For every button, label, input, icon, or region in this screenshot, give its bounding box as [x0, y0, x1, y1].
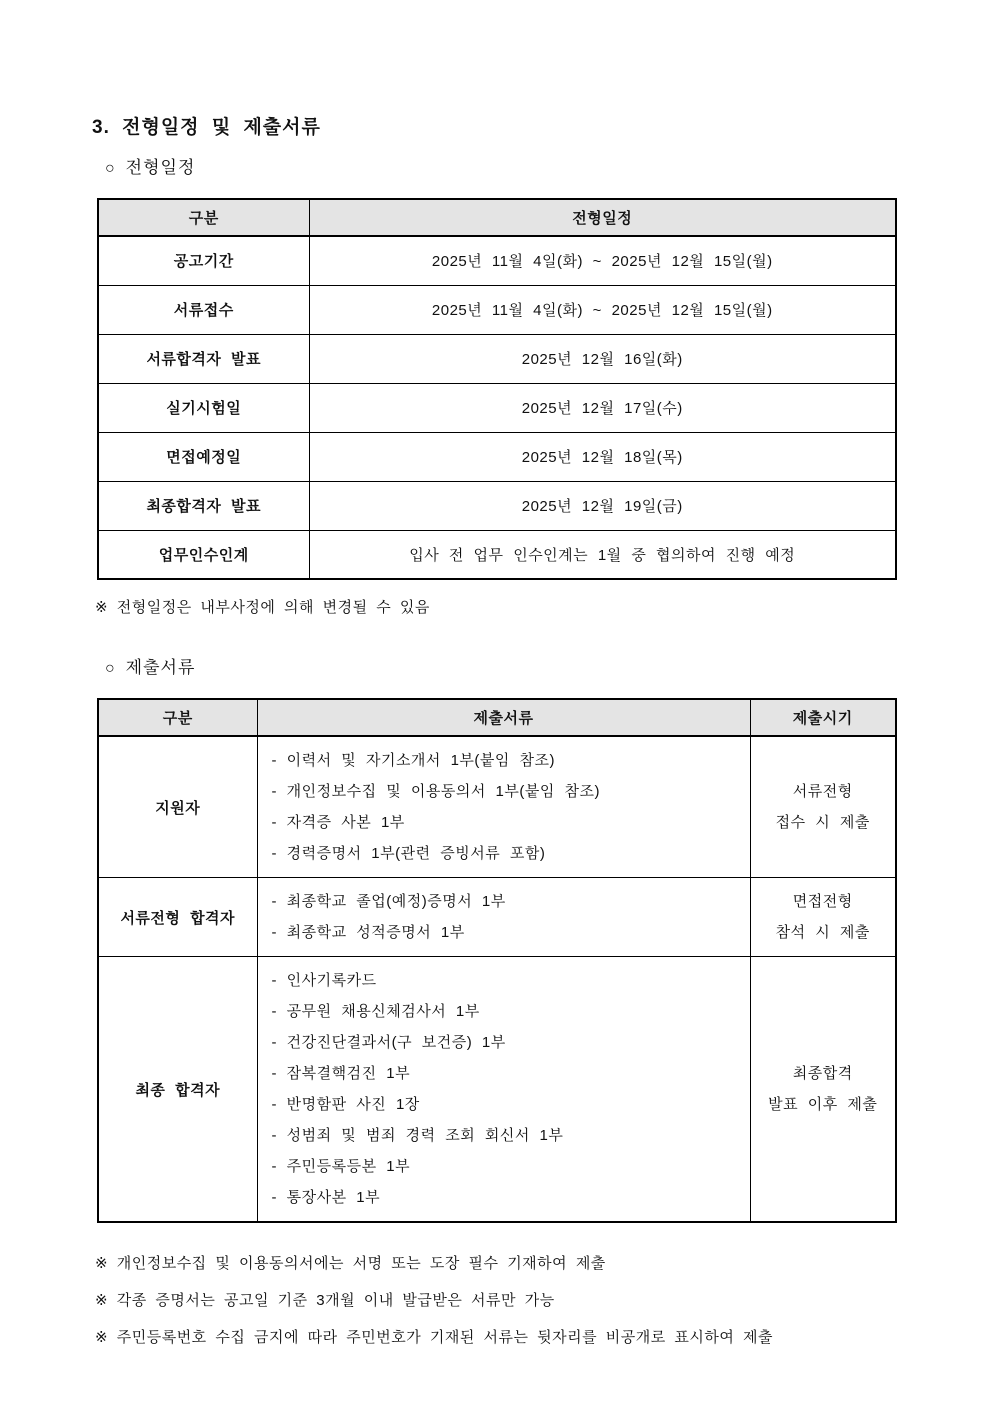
- submission-row-label: 지원자: [98, 736, 257, 878]
- submission-section-heading: [105, 653, 900, 678]
- timing-line: 면접전형: [792, 893, 853, 910]
- table-row: [98, 481, 896, 530]
- document-item: - 이력서 및 자기소개서 1부(붙임 참조): [271, 752, 556, 769]
- schedule-row-label: 공고기간: [98, 236, 309, 285]
- schedule-row-label: 면접예정일: [98, 432, 309, 481]
- submission-timing: [750, 957, 896, 1223]
- submission-header-category: 구분: [98, 699, 257, 736]
- schedule-row-label: 실기시험일: [98, 383, 309, 432]
- submission-table-header-row: [98, 699, 896, 736]
- table-row: [98, 285, 896, 334]
- document-item: - 자격증 사본 1부: [271, 814, 405, 831]
- schedule-header-category: 구분: [98, 199, 309, 236]
- submission-header-timing: 제출시기: [750, 699, 896, 736]
- submission-header-documents: 제출서류: [257, 699, 750, 736]
- schedule-row-value: 2025년 12월 16일(화): [309, 334, 896, 383]
- schedule-header-schedule: 전형일정: [309, 199, 896, 236]
- submission-section-title: 제출서류: [125, 658, 196, 677]
- table-row: [98, 383, 896, 432]
- submission-row-label: 최종 합격자: [98, 957, 257, 1223]
- schedule-row-value: 2025년 11월 4일(화) ~ 2025년 12월 15일(월): [309, 285, 896, 334]
- submission-document-list: [257, 957, 750, 1223]
- schedule-row-value: 2025년 12월 19일(금): [309, 481, 896, 530]
- document-item: - 개인정보수집 및 이용동의서 1부(붙임 참조): [271, 783, 600, 800]
- document-item: - 경력증명서 1부(관련 증빙서류 포함): [271, 845, 546, 862]
- timing-line: 참석 시 제출: [775, 924, 870, 941]
- document-item: - 성범죄 및 범죄 경력 조회 회신서 1부: [271, 1127, 564, 1144]
- schedule-row-value: 2025년 12월 17일(수): [309, 383, 896, 432]
- schedule-row-label: 서류접수: [98, 285, 309, 334]
- schedule-row-value: 2025년 12월 18일(목): [309, 432, 896, 481]
- bottom-notes: [92, 1245, 900, 1356]
- table-row: [98, 957, 896, 1223]
- document-item: - 통장사본 1부: [271, 1189, 381, 1206]
- document-item: - 공무원 채용신체검사서 1부: [271, 1003, 480, 1020]
- schedule-table: [97, 198, 897, 580]
- submission-document-list: [257, 736, 750, 878]
- bottom-note: ※ 주민등록번호 수집 금지에 따라 주민번호가 기재된 서류는 뒷자리를 비공개로 표시하여 제출: [95, 1329, 774, 1346]
- schedule-row-label: 최종합격자 발표: [98, 481, 309, 530]
- table-row: [98, 530, 896, 579]
- schedule-table-header-row: [98, 199, 896, 236]
- circle-marker: ○: [105, 660, 116, 677]
- document-item: - 반명함판 사진 1장: [271, 1096, 420, 1113]
- submission-row-label: 서류전형 합격자: [98, 878, 257, 957]
- document-item: - 인사기록카드: [271, 972, 377, 989]
- page-title: 3. 전형일정 및 제출서류: [92, 117, 321, 138]
- schedule-row-value: 2025년 11월 4일(화) ~ 2025년 12월 15일(월): [309, 236, 896, 285]
- bottom-note: ※ 개인정보수집 및 이용동의서에는 서명 또는 도장 필수 기재하여 제출: [95, 1255, 606, 1272]
- schedule-row-value: 입사 전 업무 인수인계는 1월 중 협의하여 진행 예정: [309, 530, 896, 579]
- submission-document-list: [257, 878, 750, 957]
- submission-timing: [750, 736, 896, 878]
- submission-timing: [750, 878, 896, 957]
- schedule-section-title: 전형일정: [125, 158, 196, 177]
- timing-line: 접수 시 제출: [775, 814, 870, 831]
- table-row: [98, 432, 896, 481]
- table-row: [98, 878, 896, 957]
- circle-marker: ○: [105, 160, 116, 177]
- document-item: - 건강진단결과서(구 보건증) 1부: [271, 1034, 506, 1051]
- schedule-row-label: 업무인수인계: [98, 530, 309, 579]
- bottom-note: ※ 각종 증명서는 공고일 기준 3개월 이내 발급받은 서류만 가능: [95, 1292, 555, 1309]
- timing-line: 발표 이후 제출: [768, 1096, 878, 1113]
- timing-line: 최종합격: [792, 1065, 853, 1082]
- document-item: - 주민등록등본 1부: [271, 1158, 411, 1175]
- table-row: [98, 736, 896, 878]
- schedule-note: ※ 전형일정은 내부사정에 의해 변경될 수 있음: [95, 599, 430, 616]
- document-item: - 최종학교 성적증명서 1부: [271, 924, 465, 941]
- timing-line: 서류전형: [792, 783, 853, 800]
- submission-table: [97, 698, 897, 1223]
- schedule-section-heading: [105, 153, 900, 178]
- table-row: [98, 236, 896, 285]
- schedule-row-label: 서류합격자 발표: [98, 334, 309, 383]
- document-item: - 최종학교 졸업(예정)증명서 1부: [271, 893, 506, 910]
- document-item: - 잠복결핵검진 1부: [271, 1065, 411, 1082]
- table-row: [98, 334, 896, 383]
